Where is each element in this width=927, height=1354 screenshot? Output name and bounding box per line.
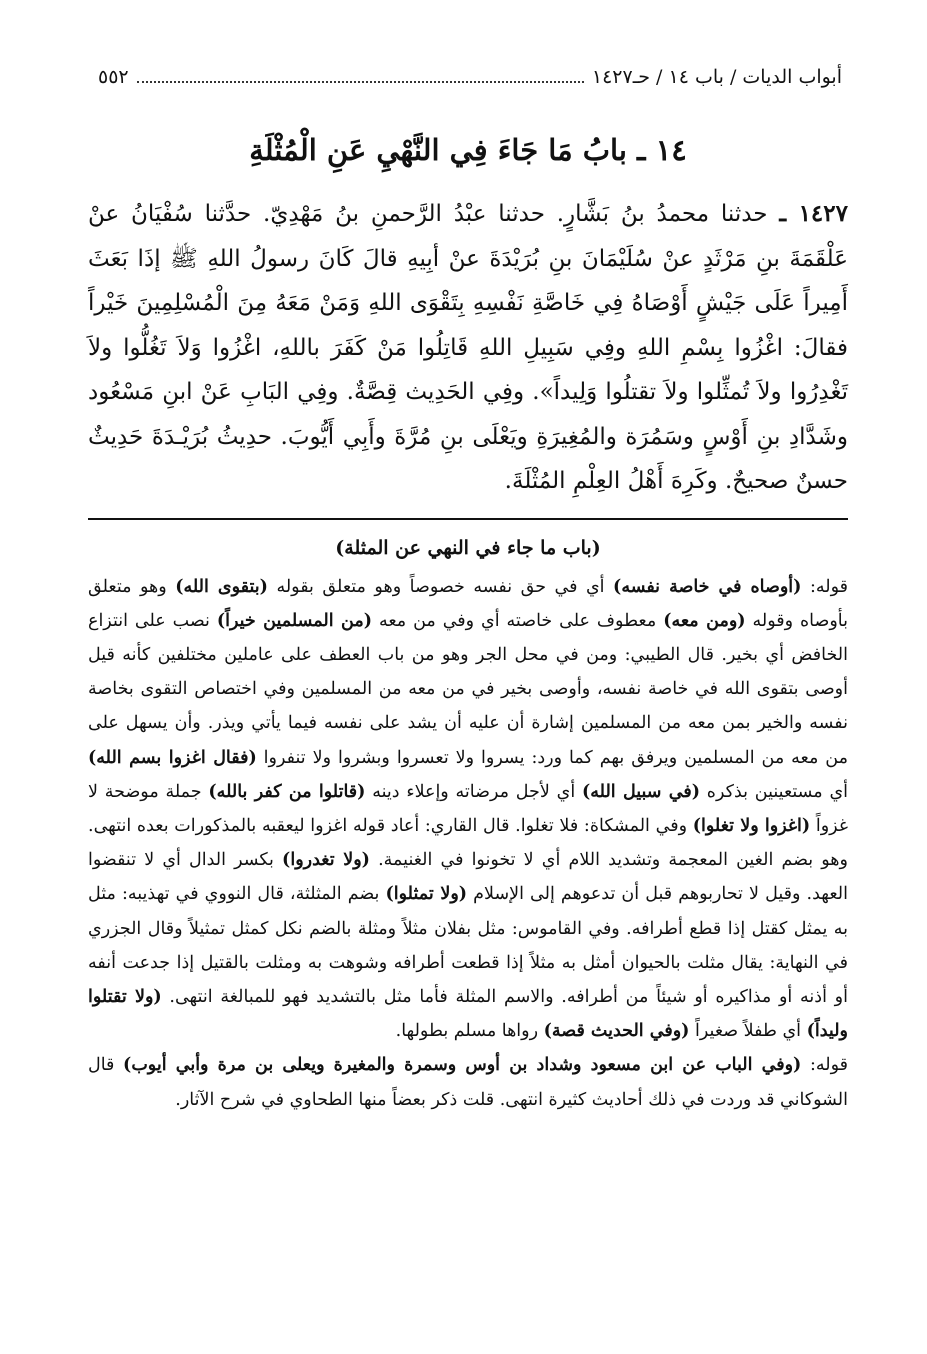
- commentary-text: أي مستعينين بذكره: [700, 781, 849, 802]
- commentary-text: وفي المشكاة: فلا تغلوا. قال القاري: أعاد قوله اغزوا ليعقبه بالمذكورات بعده انتهى. وهو بضم الغين المعجمة وتشديد اللام أي لا تخونوا في الغنيمة.: [88, 815, 848, 871]
- hadith-text-block: [88, 192, 848, 504]
- commentary-text: نصب على انتزاع الخافض أي بخير. قال الطيبي: ومن في محل الجر وهو من باب العطف على عاملين مختلفين كأنه قيل أوصى بتقوى الله في خاصة نفسه، وأوصى بخير في من معه من المسلمين وفي اختصاص التقوى بخاصة نفسه والخير بمن معه من المسلمين إشارة أن عليه أن يشد على نفسه فيما يأتي ويذر. وأن يسهل على من معه من المسلمين ويرفق بهم كما ورد: يسروا ولا تعسروا وبشروا ولا تنفروا: [88, 610, 848, 768]
- commentary-text: جملة موضحة لا غزواً: [88, 781, 848, 836]
- hadith-number: ١٤٢٧ ـ: [779, 200, 848, 227]
- book-page: [88, 62, 848, 1302]
- quoted-phrase: (وفي الباب عن ابن مسعود وشداد بن أوس وسمرة والمغيرة ويعلى بن مرة وأبي أيوب): [123, 1055, 802, 1076]
- commentary-paragraph: [88, 1048, 848, 1116]
- commentary-paragraph: [88, 570, 848, 1049]
- commentary-divider: [88, 518, 848, 520]
- commentary-text: قوله:: [801, 1055, 848, 1076]
- commentary-text: قوله:: [801, 576, 848, 597]
- commentary-text: بضم المثلثة، قال النووي في تهذيبه: مثل به يمثل كقتل إذا قطع أطرافه. وفي القاموس: مثل بفلان مثلاً ومثلة بالضم نكل كمثل تمثيلاً وقال الجزري في النهاية: يقال مثلت بالحيوان أمثل به مثلاً إذا قطعت أطرافه وشوهت به ومثلت بالقتيل إذا جدعت أنفه أو أذنه أو مذاكيره أو شيئاً من أطرافه. والاسم المثلة فأما مثل بالتشديد فهو للمبالغة انتهى.: [88, 884, 848, 1007]
- quoted-phrase: (بتقوى الله): [175, 576, 268, 597]
- commentary-text: وهو متعلق بأوصاه وقوله: [88, 576, 849, 631]
- running-header: [88, 62, 848, 92]
- hadith-body: حدثنا محمدُ بنُ بَشَّارٍ. حدثنا عبْدُ الرَّحمنِ بنُ مَهْدِيّ. حدَّثنا سُفْيَانُ عنْ عَلْقَمَةَ بنِ مَرْثَدٍ عنْ سُلَيْمَانَ بنِ بُرَيْدَةَ عنْ أبِيهِ قالَ كَانَ رسولُ اللهِ ﷺ إذَا بَعَثَ أَمِيراً عَلَى جَيْشٍ أَوْصَاهُ فِي خَاصَّةِ نَفْسِهِ بِتَقْوَى اللهِ وَمَنْ مَعَهُ مِنَ الْمُسْلِمِينَ خَيْراً فقالَ: اغْزُوا بِسْمِ اللهِ وفِي سَبِيلِ اللهِ قَاتِلُوا مَنْ كَفَرَ باللهِ، اغْزُوا وَلاَ تَغُلُّوا ولاَ تَغْدِرُوا ولاَ تُمثِّلوا ولاَ تقتلُوا وَلِيداً». وفِي الحَدِيث قِصَّةٌ. وفِي البَابِ عَنْ ابنِ مَسْعُود وشَدَّادِ بنِ أَوْسٍ وسَمُرَة والمُغِيرَةِ ويَعْلَى بنِ مُرَّةَ وأَبِي أَيُّوبَ. حدِيثُ بُرَيْـدَةَ حَدِيثٌ حسنٌ صحيحٌ. وكَرِهَ أَهْلُ العِلْمِ المُثْلَةَ.: [88, 201, 848, 494]
- commentary-text: أي لأجل مرضاته وإعلاء دينه: [365, 781, 582, 802]
- quoted-phrase: (أوصاه في خاصة نفسه): [613, 576, 802, 597]
- quoted-phrase: (ولا تمثلوا): [385, 884, 468, 905]
- page-number: ٥٥٢: [98, 66, 129, 88]
- quoted-phrase: (من المسلمين خيراً): [216, 610, 373, 631]
- commentary-text: بكسر الدال أي لا تنقضوا العهد. وقيل لا تحاربوهم قبل أن تدعوهم إلى الإسلام: [88, 850, 848, 905]
- commentary-text: رواها مسلم بطولها.: [395, 1021, 544, 1042]
- commentary-text: قال الشوكاني قد وردت في ذلك أحاديث كثيرة انتهى. قلت ذكر بعضاً منها الطحاوي في شرح الآثار.: [88, 1055, 848, 1110]
- header-dotted-leader: [137, 81, 584, 83]
- chapter-title: ١٤ ـ بابُ مَا جَاءَ فِي النَّهْيِ عَنِ الْمُثْلَةِ: [249, 133, 687, 167]
- quoted-phrase: (قاتلوا من كفر بالله): [208, 781, 366, 802]
- quoted-phrase: (ولا تقتلوا وليداً): [88, 986, 848, 1042]
- commentary-text: أي طفلاً صغيراً: [689, 1021, 807, 1042]
- commentary-title: (باب ما جاء في النهي عن المثلة): [335, 536, 601, 559]
- quoted-phrase: (في سبيل الله): [582, 781, 700, 802]
- quoted-phrase: (وفي الحديث قصة): [543, 1021, 690, 1042]
- quoted-phrase: (ومن معه): [663, 610, 746, 631]
- quoted-phrase: (ولا تغدروا): [282, 850, 370, 871]
- commentary-text: معطوف على خاصته أي وفي من معه: [372, 610, 664, 631]
- commentary-text: أي في حق نفسه خصوصاً وهو متعلق بقوله: [267, 576, 614, 597]
- quoted-phrase: (اغزوا ولا تغلوا): [692, 815, 811, 836]
- commentary-body: [88, 570, 848, 1117]
- running-title: أبواب الديات / باب ١٤ / حـ١٤٢٧: [591, 66, 842, 88]
- quoted-phrase: (فقال اغزوا بسم الله): [88, 747, 257, 768]
